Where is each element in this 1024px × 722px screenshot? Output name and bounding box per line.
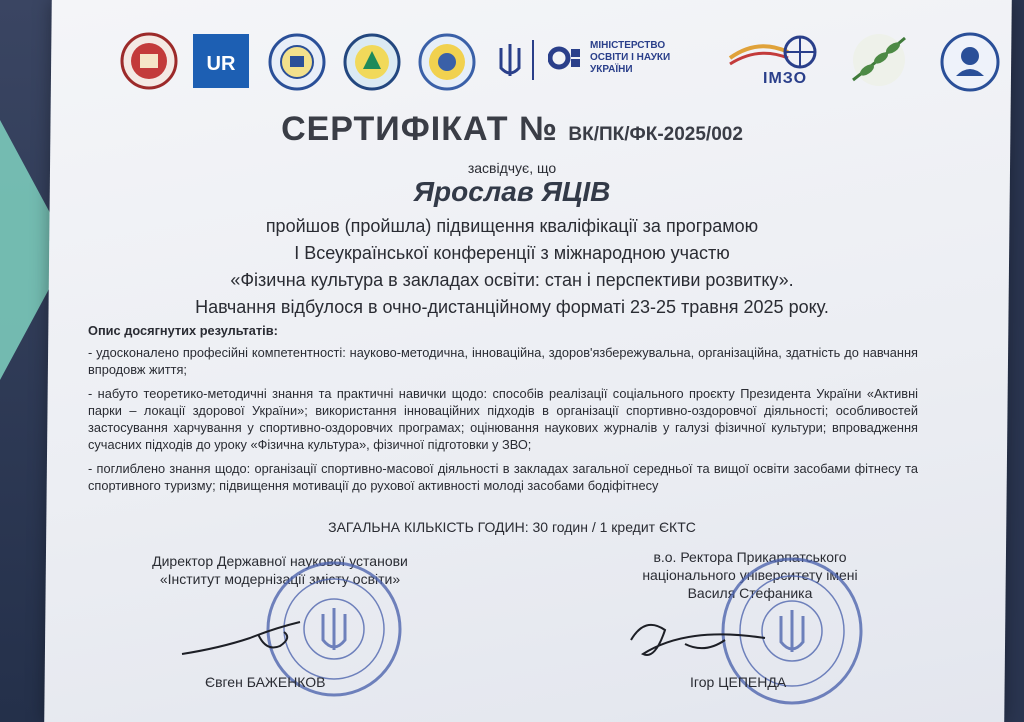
svg-text:UR: UR <box>206 53 236 75</box>
laurel-logo <box>843 30 915 94</box>
certificate-number: ВК/ПК/ФК-2025/002 <box>568 124 743 145</box>
left-signatory-name: Євген БАЖЕНКОВ <box>205 674 326 690</box>
program-title: «Фізична культура в закладах освіти: стан і перспективи розвитку». <box>230 270 794 290</box>
trident-emblem <box>497 42 523 80</box>
recipient-name: Ярослав ЯЦІВ <box>413 176 611 207</box>
science-logo <box>418 33 476 91</box>
conference-logo <box>343 33 401 91</box>
logo-divider <box>532 40 534 80</box>
results-section <box>88 322 918 501</box>
result-item: - удосконалено професійні компетентності: науково-методична, інноваційна, здоров'язбережувальна, організаційна, здатність до навчання впродовж життя; <box>88 345 918 377</box>
certificate-title-row <box>0 110 1024 149</box>
ukr-logo <box>193 34 249 88</box>
right-signatory-title: в.о. Ректора Прикарпатського національного університету імені Василя Стефаника <box>642 549 858 601</box>
imzo-label: ІМЗО <box>763 70 808 87</box>
right-signatory-name: Ігор ЦЕПЕНДА <box>690 674 787 690</box>
left-signatory-title: Директор Державної наукової установи «Інститут модернізації змісту освіти» <box>152 553 408 587</box>
ministry-logo <box>548 40 670 76</box>
conference-text: І Всеукраїнської конференції з міжнародною участю <box>294 243 730 263</box>
total-hours: ЗАГАЛЬНА КІЛЬКІСТЬ ГОДИН: 30 годин / 1 кредит ЄКТС <box>328 519 696 535</box>
university-seal-logo <box>120 32 178 90</box>
left-signature <box>180 608 320 668</box>
completed-text: пройшов (пройшла) підвищення кваліфікації за програмою <box>265 216 759 236</box>
result-item: - набуто теоретико-методичні знання та практичні навички щодо: способів реалізації соціального проєкту Президента України «Активні парки – локації здорової України»; використання інноваційних підходів в організації спортивно-оздоровчої діяльності; особливостей застосування харчування у спортивно-оздоровчих програмах; оцінювання наукових журналів у галузі фізичної культури; впровадження сучасних підходів до уроку «Фізична культура», фізичної підготовки у ЗВО; <box>88 386 918 452</box>
ministry-emblem-icon <box>548 41 582 75</box>
training-text: Навчання відбулося в очно-дистанційному форматі 23-25 травня 2025 року. <box>195 297 829 317</box>
ministry-name: МІНІСТЕРСТВО ОСВІТИ І НАУКИ УКРАЇНИ <box>590 40 671 75</box>
university-portrait-logo <box>940 32 1000 92</box>
logo-bar <box>70 28 1000 98</box>
results-heading: Опис досягнутих результатів: <box>88 323 278 338</box>
result-item: - поглиблено знання щодо: організації спортивно-масової діяльності в закладах загальної середньої та вищої освіти засобами фітнесу та спортивного туризму; підвищення мотивації до рухової активності молоді засобами бодіфітнесу <box>88 461 918 493</box>
right-signature <box>625 610 775 670</box>
certificate-title: СЕРТИФІКАТ № <box>281 110 558 148</box>
academic-logo <box>268 33 326 91</box>
imzo-logo <box>728 34 820 72</box>
certifies-text: засвідчує, що <box>467 160 557 176</box>
